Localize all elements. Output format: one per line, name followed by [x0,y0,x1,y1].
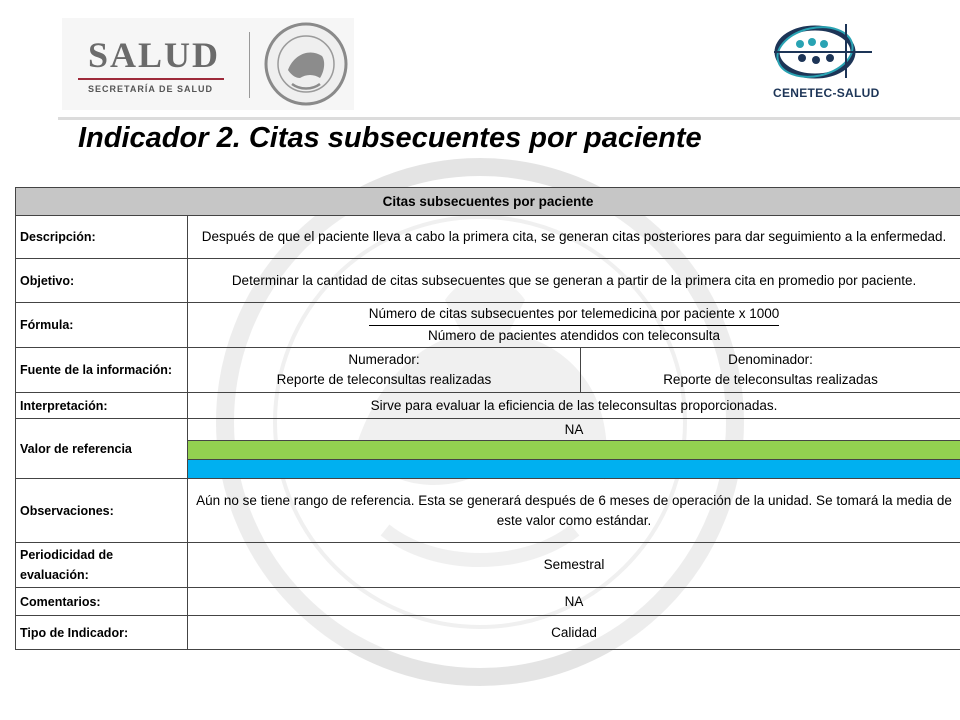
tipo-value: Calidad [188,616,960,650]
periodicidad-label: Periodicidad de evaluación: [16,543,188,588]
numerador-label: Numerador: [348,352,420,367]
page-title: Indicador 2. Citas subsecuentes por paciente [78,122,702,154]
cenetec-logo-icon [760,22,880,80]
interpretacion-label: Interpretación: [16,393,188,419]
table-row-comentarios [16,588,960,616]
periodicidad-value: Semestral [188,543,960,588]
valor-label: Valor de referencia [16,419,188,479]
table-row-periodicidad [16,543,960,588]
salud-logo-subtext: SECRETARÍA DE SALUD [88,84,214,94]
denominador-label: Denominador: [728,352,813,367]
national-seal-icon [262,20,350,108]
table-row-tipo [16,616,960,650]
fuente-label: Fuente de la información: [16,348,188,393]
objetivo-value: Determinar la cantidad de citas subsecuentes que se generan a partir de la primera cita en promedio por paciente. [188,259,960,303]
valor-green-band [188,441,960,460]
descripcion-value: Después de que el paciente lleva a cabo la primera cita, se generan citas posteriores para dar seguimiento a la enfermedad. [188,216,960,259]
logo-divider [249,32,250,98]
salud-logo-rule [78,78,224,80]
formula-numerator: Número de citas subsecuentes por telemedicina por paciente x 1000 [369,304,780,326]
comentarios-value: NA [188,588,960,616]
table-row-objetivo [16,259,960,303]
numerador-value: Reporte de teleconsultas realizadas [276,372,492,387]
tipo-label: Tipo de Indicador: [16,616,188,650]
table-row-interpretacion [16,393,960,419]
table-row-formula [16,303,960,348]
valor-blue-band [188,460,960,479]
indicator-table [15,187,960,650]
formula-denominator: Número de pacientes atendidos con teleconsulta [428,328,720,343]
table-row-observaciones [16,479,960,543]
interpretacion-value: Sirve para evaluar la eficiencia de las teleconsultas proporcionadas. [188,393,960,419]
denominador-cell [581,348,960,393]
objetivo-label: Objetivo: [16,259,188,303]
salud-logo-text: SALUD [88,35,221,75]
cenetec-logo-text: CENETEC-SALUD [773,86,880,100]
numerador-cell [188,348,581,393]
table-row-fuente [16,348,960,393]
table-heading-row [16,188,960,216]
denominador-value: Reporte de teleconsultas realizadas [663,372,878,387]
page-header [0,0,960,118]
comentarios-label: Comentarios: [16,588,188,616]
observaciones-value: Aún no se tiene rango de referencia. Esta se generará después de 6 meses de operación de la unidad. Se tomará la media de este valor como estándar. [188,479,960,543]
formula-label: Fórmula: [16,303,188,348]
observaciones-label: Observaciones: [16,479,188,543]
header-rule [58,117,960,120]
table-heading: Citas subsecuentes por paciente [16,188,960,216]
descripcion-label: Descripción: [16,216,188,259]
formula-value [188,303,960,348]
table-row-valor [16,419,960,441]
valor-value: NA [188,419,960,441]
table-row-descripcion [16,216,960,259]
